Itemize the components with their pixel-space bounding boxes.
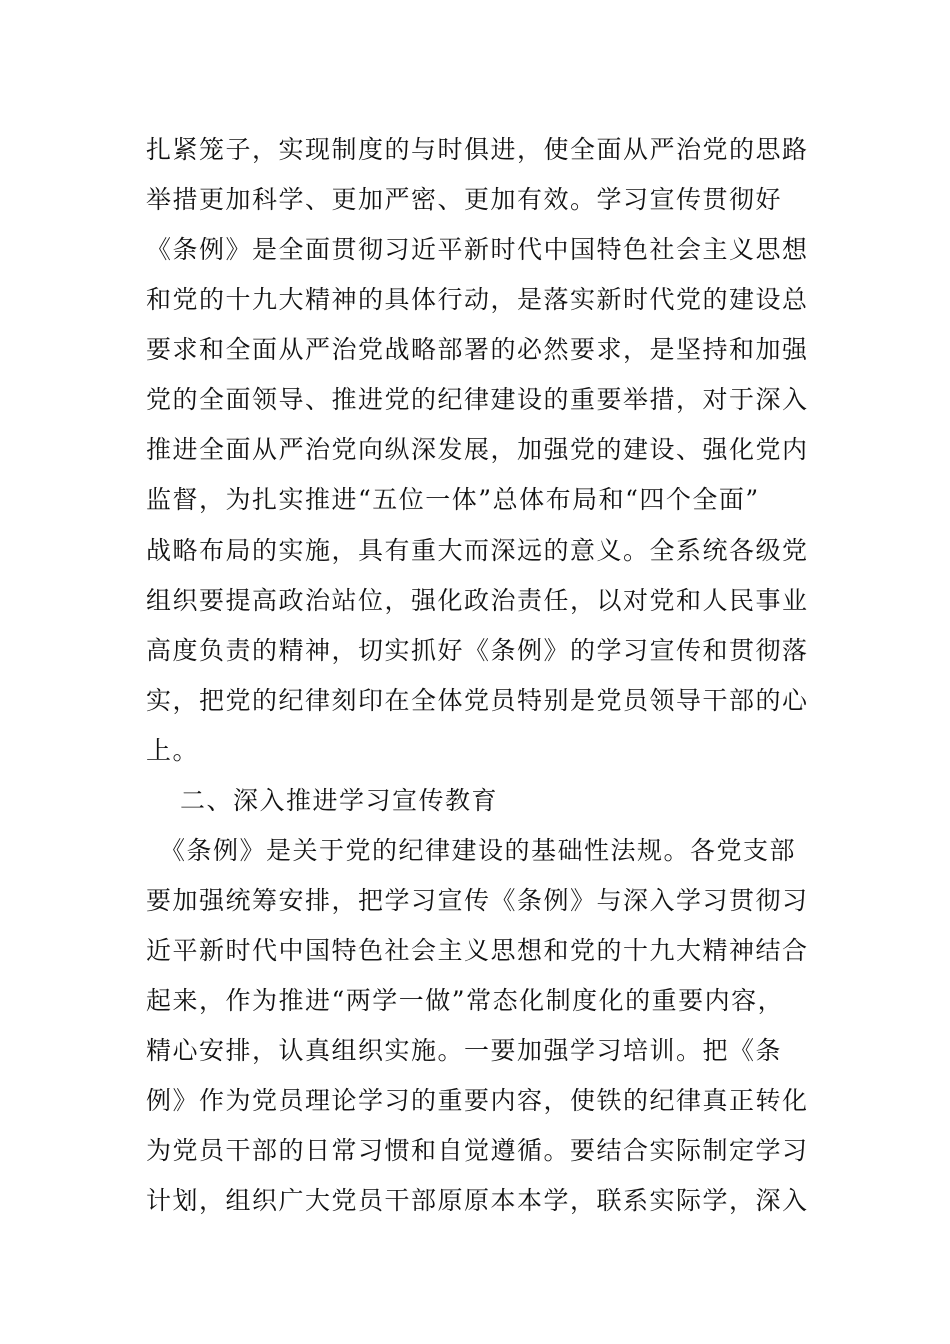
body-text-line: 例》作为党员理论学习的重要内容，使铁的纪律真正转化 bbox=[146, 1086, 809, 1115]
body-text-line: 起来，作为推进“两学一做”常态化制度化的重要内容， bbox=[146, 986, 785, 1015]
body-text-line: 要求和全面从严治党战略部署的必然要求，是坚持和加强 bbox=[146, 335, 809, 364]
body-text-line: 战略布局的实施，具有重大而深远的意义。全系统各级党 bbox=[146, 536, 809, 565]
section-heading: 二、深入推进学习宣传教育 bbox=[180, 786, 499, 815]
body-text-line: 上。 bbox=[146, 736, 200, 765]
body-text-line: 组织要提高政治站位，强化政治责任，以对党和人民事业 bbox=[146, 586, 809, 615]
body-text-line: 计划，组织广大党员干部原原本本学，联系实际学，深入 bbox=[146, 1186, 809, 1215]
body-text-line: 推进全面从严治党向纵深发展，加强党的建设、强化党内 bbox=[146, 435, 809, 464]
body-text-line: 要加强统筹安排，把学习宣传《条例》与深入学习贯彻习 bbox=[146, 886, 809, 915]
body-text-line: 实，把党的纪律刻印在全体党员特别是党员领导干部的心 bbox=[146, 686, 809, 715]
body-text-line: 为党员干部的日常习惯和自觉遵循。要结合实际制定学习 bbox=[146, 1136, 809, 1165]
body-text-line: 党的全面领导、推进党的纪律建设的重要举措，对于深入 bbox=[146, 385, 809, 414]
body-text-line: 举措更加科学、更加严密、更加有效。学习宣传贯彻好 bbox=[146, 185, 783, 214]
body-text-line: 《条例》是全面贯彻习近平新时代中国特色社会主义思想 bbox=[146, 235, 809, 264]
body-text-line: 近平新时代中国特色社会主义思想和党的十九大精神结合 bbox=[146, 936, 809, 965]
paragraph-first-line: 《条例》是关于党的纪律建设的基础性法规。各党支部 bbox=[160, 836, 797, 865]
body-text-line: 精心安排，认真组织实施。一要加强学习培训。把《条 bbox=[146, 1036, 783, 1065]
body-text-line: 监督，为扎实推进“五位一体”总体布局和“四个全面” bbox=[146, 485, 760, 514]
body-text-line: 高度负责的精神，切实抓好《条例》的学习宣传和贯彻落 bbox=[146, 636, 809, 665]
body-text-line: 和党的十九大精神的具体行动，是落实新时代党的建设总 bbox=[146, 285, 809, 314]
body-text-line: 扎紧笼子，实现制度的与时俱进，使全面从严治党的思路 bbox=[146, 135, 809, 164]
